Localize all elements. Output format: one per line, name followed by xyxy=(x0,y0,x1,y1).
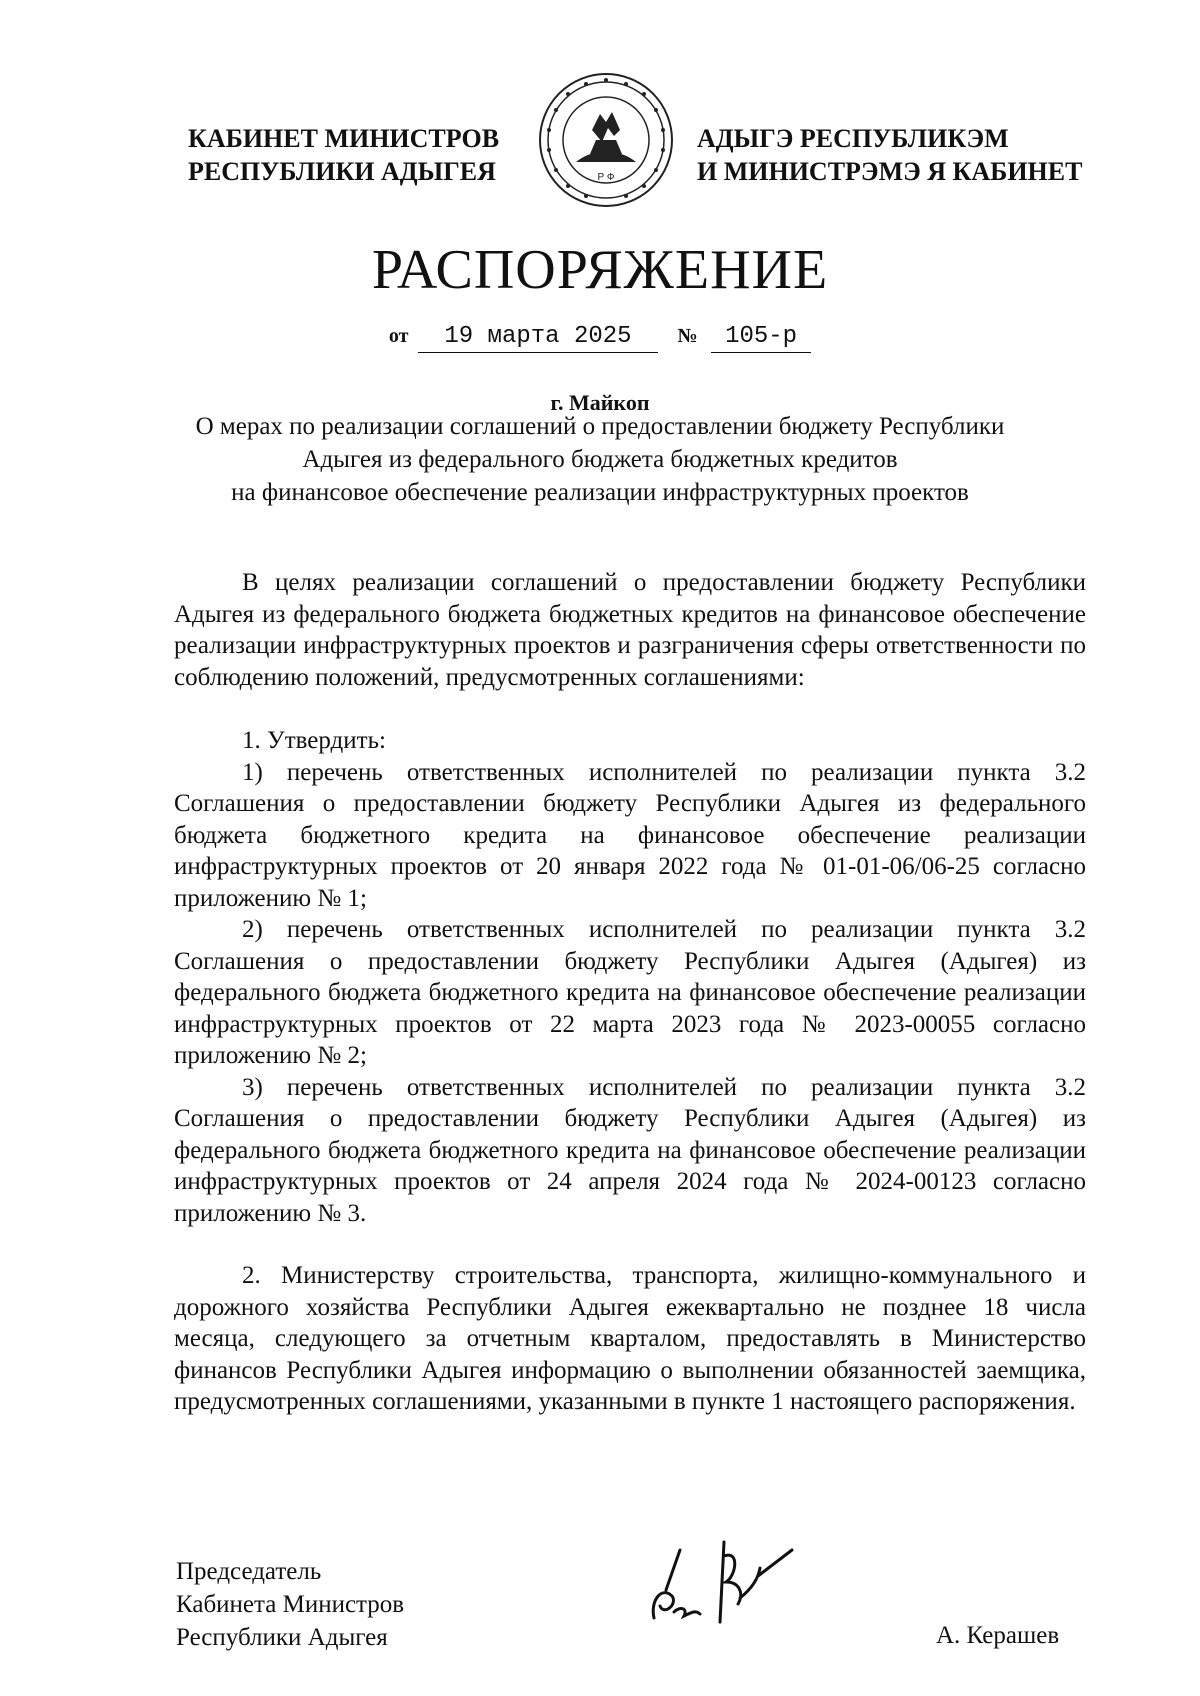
number-value: 105-р xyxy=(711,323,811,353)
number-label: № xyxy=(677,325,698,347)
document-title: РАСПОРЯЖЕНИЕ xyxy=(371,239,829,301)
header-left xyxy=(188,122,499,188)
header-left-line-2: РЕСПУБЛИКИ АДЫГЕЯ xyxy=(188,157,496,186)
date-value: 19 марта 2025 xyxy=(418,323,658,353)
emblem-icon xyxy=(536,70,676,210)
signer-position xyxy=(176,1555,404,1654)
signer-name: А. Керашев xyxy=(936,1622,1060,1649)
emblem-seal xyxy=(536,70,676,210)
subject-line-1: О мерах по реализации соглашений о предоставлении бюджету Республики xyxy=(195,413,1005,440)
svg-text:Р Ф: Р Ф xyxy=(597,172,615,183)
signer-position-line-2: Кабинета Министров xyxy=(176,1591,405,1618)
item-2-paragraph: 2. Министерству строительства, транспорта, жилищно-коммунального и дорожного хозяйства Республики Адыгея ежеквартально не позднее 18 числа месяца, следующего за отчетным кварталом, предоставлять в Министерство финансов Республики Адыгея информацию о выполнении обязанностей заемщика, предусмотренных соглашениями, указанными в пункте 1 настоящего распоряжения. xyxy=(174,1262,1086,1415)
header-right-line-1: АДЫГЭ РЕСПУБЛИКЭМ xyxy=(697,124,1009,153)
subject-line-2: Адыгея из федерального бюджета бюджетных кредитов xyxy=(302,446,898,473)
city: г. Майкоп xyxy=(550,390,650,415)
dateline xyxy=(0,322,1200,353)
header-right-line-2: И МИНИСТРЭМЭ Я КАБИНЕТ xyxy=(697,157,1083,186)
item-1-subitem-2: 2) перечень ответственных исполнителей по реализации пункта 3.2 Соглашения о предоставлении бюджету Республики Адыгея (Адыгея) из федерального бюджета бюджетного кредита на финансовое обеспечение реализации инфраструктурных проектов от 22 марта 2023 года № 2023-00055 согласно приложению № 2; xyxy=(174,916,1086,1069)
item-1-subitem-1: 1) перечень ответственных исполнителей по реализации пункта 3.2 Соглашения о предоставлении бюджету Республики Адыгея из федерального бюджета бюджетного кредита на финансовое обеспечение реализации инфраструктурных проектов от 20 января 2022 года № 01-01-06/06-25 согласно приложению № 1; xyxy=(174,758,1086,912)
subject-line-3: на финансовое обеспечение реализации инфраструктурных проектов xyxy=(231,479,969,506)
item-1-subitem-3: 3) перечень ответственных исполнителей по реализации пункта 3.2 Соглашения о предоставлении бюджету Республики Адыгея (Адыгея) из федерального бюджета бюджетного кредита на финансовое обеспечение реализации инфраструктурных проектов от 24 апреля 2024 года № 2024-00123 согласно приложению № 3. xyxy=(174,1073,1086,1227)
item-1-heading: 1. Утвердить: xyxy=(242,727,386,754)
header-right xyxy=(697,122,1082,188)
header-left-line-1: КАБИНЕТ МИНИСТРОВ xyxy=(188,124,500,153)
subject-heading xyxy=(150,410,1050,509)
signer-position-line-1: Председатель xyxy=(176,1558,322,1585)
document-body xyxy=(174,567,1086,1418)
handwritten-signature xyxy=(640,1520,820,1630)
signer-position-line-3: Республики Адыгея xyxy=(176,1624,388,1651)
date-label: от xyxy=(388,325,409,347)
preamble-paragraph: В целях реализации соглашений о предоставлении бюджету Республики Адыгея из федерального бюджета бюджетных кредитов на финансовое обеспечение реализации инфраструктурных проектов и разграничения сферы ответственности по соблюдению положений, предусмотренных соглашениями: xyxy=(174,569,1086,691)
